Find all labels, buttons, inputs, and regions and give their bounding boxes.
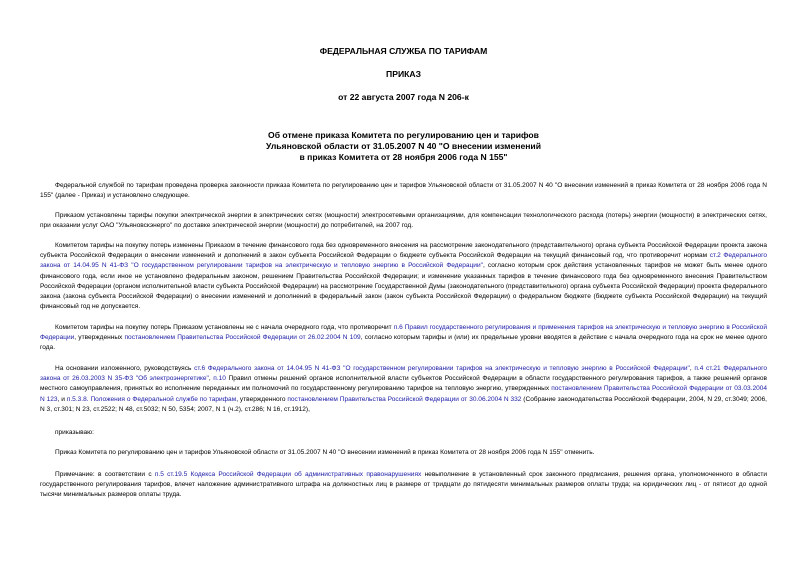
law-41fz-art6-link[interactable]: ст.6 Федерального закона от 14.04.95 N 41-ФЗ "О государственном регулировании тарифов на электрическую и тепловую энергию в Российской Федерации" bbox=[194, 365, 690, 372]
p5-text-5: , и bbox=[57, 395, 67, 403]
p4-text-3: , согласно которым тарифы и (или) их предельные уровни вводятся в действие с начала очередного года на срок не менее одного года. bbox=[40, 334, 768, 352]
p5-text-2: , bbox=[689, 365, 695, 372]
paragraph-1: Федеральной службой по тарифам проведена проверка законности приказа Комитета по регулированию цен и тарифов Ульяновской области от 31.05.2007 N 40 "О внесении изменений в приказ Комитета от 28 ноября 2006 года N 155" (далее - Приказ) и установлено следующее. bbox=[40, 182, 767, 200]
date-number-heading: от 22 августа 2007 года N 206-к bbox=[338, 92, 469, 102]
paragraph-7-decision: Приказ Комитета по регулированию цен и тарифов Ульяновской области от 31.05.2007 N 40 "О внесении изменений в приказ Комитета от 28 ноября 2006 года N 155" отменить. bbox=[55, 449, 595, 456]
fst-regulation-link[interactable]: п.5.3.8. Положения о Федеральной службе по тарифам bbox=[66, 395, 237, 403]
tariff-rules-p6-link[interactable]: п.6 Правил государственного регулирования и применения тарифов на электрическую и тепловую энергию в Российской Федерации bbox=[40, 324, 767, 342]
resolution-109-link[interactable]: постановлением Правительства Российской Федерации от 26.02.2004 N 109 bbox=[124, 334, 361, 342]
p5-text-6: , утвержденного bbox=[236, 395, 288, 403]
p5-text-7: (Собрание законодательства Российской Федерации, 2004, N 29, ст.3049; 2006, N 3, ст.301; N 23, ст.2522; N 48, ст.5032; N 50, 5354; 2007, N 1 (ч.2), ст.286; N 16, ст.1912), bbox=[40, 395, 768, 413]
resolution-332-link[interactable]: постановлением Правительства Российской Федерации от 30.06.2004 N 332 bbox=[287, 395, 522, 403]
resolution-123-link[interactable]: постановлением Правительства Российской Федерации от 03.03.2004 N 123 bbox=[40, 385, 768, 403]
p3-text-2: , согласно которым срок действия установленных тарифов не может быть менее одного финансового года, если иное не установлено федеральным законом, решением Правительства Российской Федерации; и изменение указанных тарифов в течение финансового года без одновременного внесения Правительством Российской Федерации (органом исполнительной власти субъекта Российской Федерации) на рассмотрение Государственной Думы (законодательного (представительного) органа субъекта Российской Федерации) проекта федерального закона (закона субъекта Российской Федерации) о внесении изменений и дополнений в федеральный закон (закон субъекта Российской Федерации) о федеральном бюджете (бюджете субъекта Российской Федерации) на текущий финансовый год не допускается. bbox=[40, 262, 768, 311]
p5-text-4: Правил отмены решений органов исполнительной власти субъектов Российской Федерации в области государственного регулирования тарифов, а также решений органов местного самоуправления, принятых во исполнение переданных им полномочий по государственному регулированию тарифов на тепловую энергию, утвержденных bbox=[40, 375, 767, 393]
paragraph-8-note bbox=[40, 470, 767, 501]
p5-text-1: На основании изложенного, руководствуясь bbox=[55, 365, 195, 372]
paragraph-5 bbox=[40, 364, 767, 415]
law-41fz-art2-link[interactable]: ст.2 Федерального закона от 14.04.95 N 41-ФЗ "О государственном регулировании тарифов на электрическую и тепловую энергию в Российской Федерации" bbox=[40, 252, 768, 270]
koap-art19-5-link[interactable]: п.5 ст.19.5 Кодекса Российской Федерации об административных правонарушениях bbox=[154, 471, 422, 478]
paragraph-6-order: приказываю: bbox=[55, 429, 94, 436]
title-line-1: Об отмене приказа Комитета по регулированию цен и тарифов bbox=[268, 130, 539, 140]
paragraph-4 bbox=[40, 323, 767, 354]
p4-text-1: Комитетом тарифы на покупку потерь Приказом установлены не с начала очередного года, что противоречит bbox=[55, 324, 394, 331]
agency-heading: ФЕДЕРАЛЬНАЯ СЛУЖБА ПО ТАРИФАМ bbox=[319, 46, 488, 56]
p5-text-3: , bbox=[208, 375, 214, 383]
p8-text-1: Примечание: в соответствии с bbox=[55, 471, 155, 478]
rules-p10-link[interactable]: п.10 bbox=[213, 375, 226, 383]
title-line-2: Ульяновской области от 31.05.2007 N 40 "О внесении изменений bbox=[266, 141, 541, 151]
p8-text-2: невыполнение в установленный срок законного предписания, решения органа, уполномоченного в области государственного регулирования тарифов, влечет наложение административного штрафа на должностных лиц в размере от тридцати до пятидесяти минимальных размеров оплаты труда; на юридических лиц - от пятисот до одной тысячи минимальных размеров оплаты труда. bbox=[40, 471, 768, 499]
doc-type-heading: ПРИКАЗ bbox=[386, 69, 421, 79]
p4-text-2: , утвержденных bbox=[74, 334, 125, 342]
paragraph-3 bbox=[40, 241, 767, 312]
law-35fz-art21-link[interactable]: п.4 ст.21 Федерального закона от 26.03.2003 N 35-ФЗ "Об электроэнергетике" bbox=[40, 365, 767, 383]
paragraph-2: Приказом установлены тарифы покупки электрической энергии в электрических сетях (мощности) электросетевыми организациями, для компенсации технологического расхода (потерь) энергии (мощности) в электрических сетях, при оказании услуг ОАО "Ульяновскэнерго" по доставке электрической энергии (мощности) до потребителей, на 2007 год. bbox=[40, 212, 767, 230]
title-line-3: в приказ Комитета от 28 ноября 2006 года N 155" bbox=[299, 152, 508, 162]
p3-text-1: Комитетом тарифы на покупку потерь изменены Приказом в течение финансового года без одновременного внесения на рассмотрение законодательного (представительного) органа субъекта Российской Федерации проекта закона субъекта Российской Федерации о внесении изменений и дополнений в закон субъекта Российской Федерации о бюджете субъекта Российской Федерации на текущий финансовый год, что противоречит нормам bbox=[40, 242, 767, 260]
